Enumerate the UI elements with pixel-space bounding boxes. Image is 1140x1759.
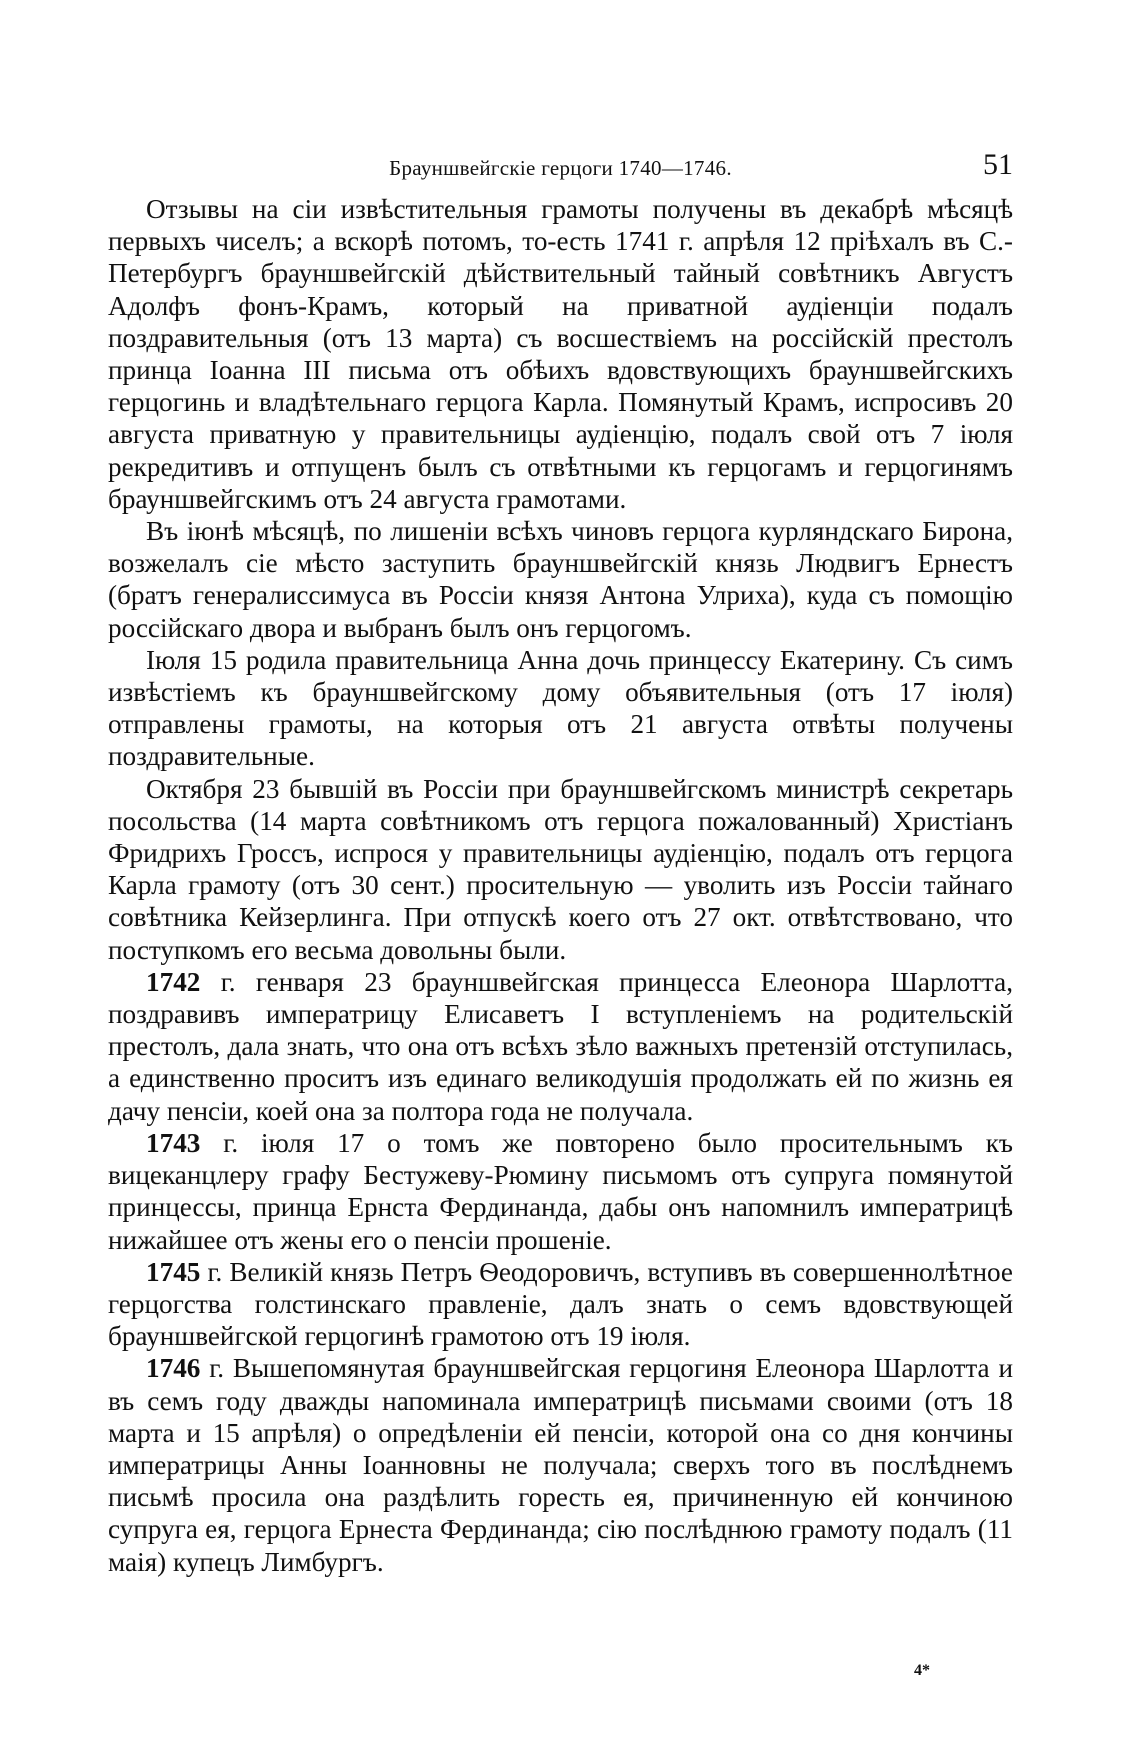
paragraph-text: г. Великій князь Петръ Ѳеодоровичъ, вступивъ въ совершеннолѣтное герцогства голстинскаго правленіе, далъ знать о семъ вдовствующей брауншвейгской герцогинѣ грамотою отъ 19 іюля.	[108, 1256, 1013, 1352]
paragraph-text: г. Вышепомянутая брауншвейгская герцогиня Елеонора Шарлотта и въ семъ году дважды напоминала императрицѣ письмами своими (отъ 18 марта и 15 апрѣля) о опредѣленіи ей пенсіи, которой она со дня кончины императрицы Анны Іоанновны не получала; сверхъ того въ послѣднемъ письмѣ просила она раздѣлить горесть ея, причиненную ей кончиною супруга ея, герцога Ернеста Фердинанда; сію послѣднюю грамоту подалъ (11 маія) купецъ Лимбургъ.	[108, 1353, 1013, 1577]
running-head	[108, 150, 1013, 190]
paragraph-year: 1743	[146, 1127, 201, 1158]
paragraph-text: Отзывы на сіи извѣстительныя грамоты получены въ декабрѣ мѣсяцѣ первыхъ чиселъ; а вскорѣ потомъ, то-есть 1741 г. апрѣля 12 пріѣхалъ въ С.-Петербургъ брауншвейгскій дѣйствительный тайный совѣтникъ Августъ Адолфъ фонъ-Крамъ, который на приватной аудіенціи подалъ поздравительныя (отъ 13 марта) съ восшествіемъ на россійскій престолъ принца Іоанна III письма отъ обѣихъ вдовствующихъ брауншвейгскихъ герцогинь и владѣтельнаго герцога Карла. Помянутый Крамъ, испросивъ 20 августа приватную у правительницы аудіенцію, подалъ свой отъ 7 іюля рекредитивъ и отпущенъ былъ съ отвѣтными къ герцогамъ и герцогинямъ брауншвейгскимъ отъ 24 августа грамотами.	[108, 194, 1013, 514]
paragraph-3	[108, 644, 1013, 773]
page-number: 51	[983, 148, 1013, 181]
body-text	[108, 193, 1013, 1578]
running-title: Брауншвейгскіе герцоги 1740—1746.	[389, 156, 732, 180]
paragraph-text: Октября 23 бывшій въ Россіи при брауншвейгскомъ министрѣ секретарь посольства (14 марта совѣтникомъ отъ герцога пожалованный) Христіанъ Фридрихъ Гроссъ, испрося у правительницы аудіенцію, подалъ отъ герцога Карла грамоту (отъ 30 сент.) просительную — уволить изъ Россіи тайнаго совѣтника Кейзерлинга. При отпускѣ коего отъ 27 окт. отвѣтствовано, что поступкомъ его весьма довольны были.	[108, 773, 1013, 965]
paragraph-1745	[108, 1256, 1013, 1353]
paragraph-year: 1742	[146, 966, 201, 997]
paragraph-1	[108, 193, 1013, 515]
paragraph-1746	[108, 1352, 1013, 1577]
paragraph-text: Іюля 15 родила правительница Анна дочь принцессу Екатерину. Съ симъ извѣстіемъ къ брауншвейгскому дому объявительныя (отъ 17 іюля) отправлены грамоты, на которыя отъ 21 августа отвѣты получены поздравительные.	[108, 644, 1013, 772]
paragraph-1742	[108, 966, 1013, 1127]
paragraph-year: 1745	[146, 1256, 201, 1287]
paragraph-text: Въ іюнѣ мѣсяцѣ, по лишеніи всѣхъ чиновъ герцога курляндскаго Бирона, возжелалъ сіе мѣсто заступить брауншвейгскій князь Людвигъ Ернестъ (братъ генералиссимуса въ Россіи князя Антона Улриха), куда съ помощію россійскаго двора и выбранъ былъ онъ герцогомъ.	[108, 516, 1013, 643]
paragraph-4	[108, 773, 1013, 966]
paragraph-text: г. генваря 23 брауншвейгская принцесса Елеонора Шарлотта, поздравивъ императрицу Елисаветъ I вступленіемъ на родительскій престолъ, дала знать, что она отъ всѣхъ зѣло важныхъ претензій отступилась, а единственно проситъ изъ единаго великодушія продолжать ей по жизнь ея дачу пенсіи, коей она за полтора года не получала.	[108, 966, 1013, 1126]
paragraph-text: г. іюля 17 о томъ же повторено было просительнымъ къ вицеканцлеру графу Бестужеву-Рюмину письмомъ отъ супруга помянутой принцессы, принца Ернста Фердинанда, дабы онъ напомнилъ императрицѣ нижайшее отъ жены его о пенсіи прошеніе.	[108, 1127, 1013, 1255]
paragraph-1743	[108, 1127, 1013, 1256]
paragraph-year: 1746	[146, 1353, 201, 1384]
paragraph-2	[108, 515, 1013, 644]
signature-mark: 4*	[914, 1662, 930, 1679]
